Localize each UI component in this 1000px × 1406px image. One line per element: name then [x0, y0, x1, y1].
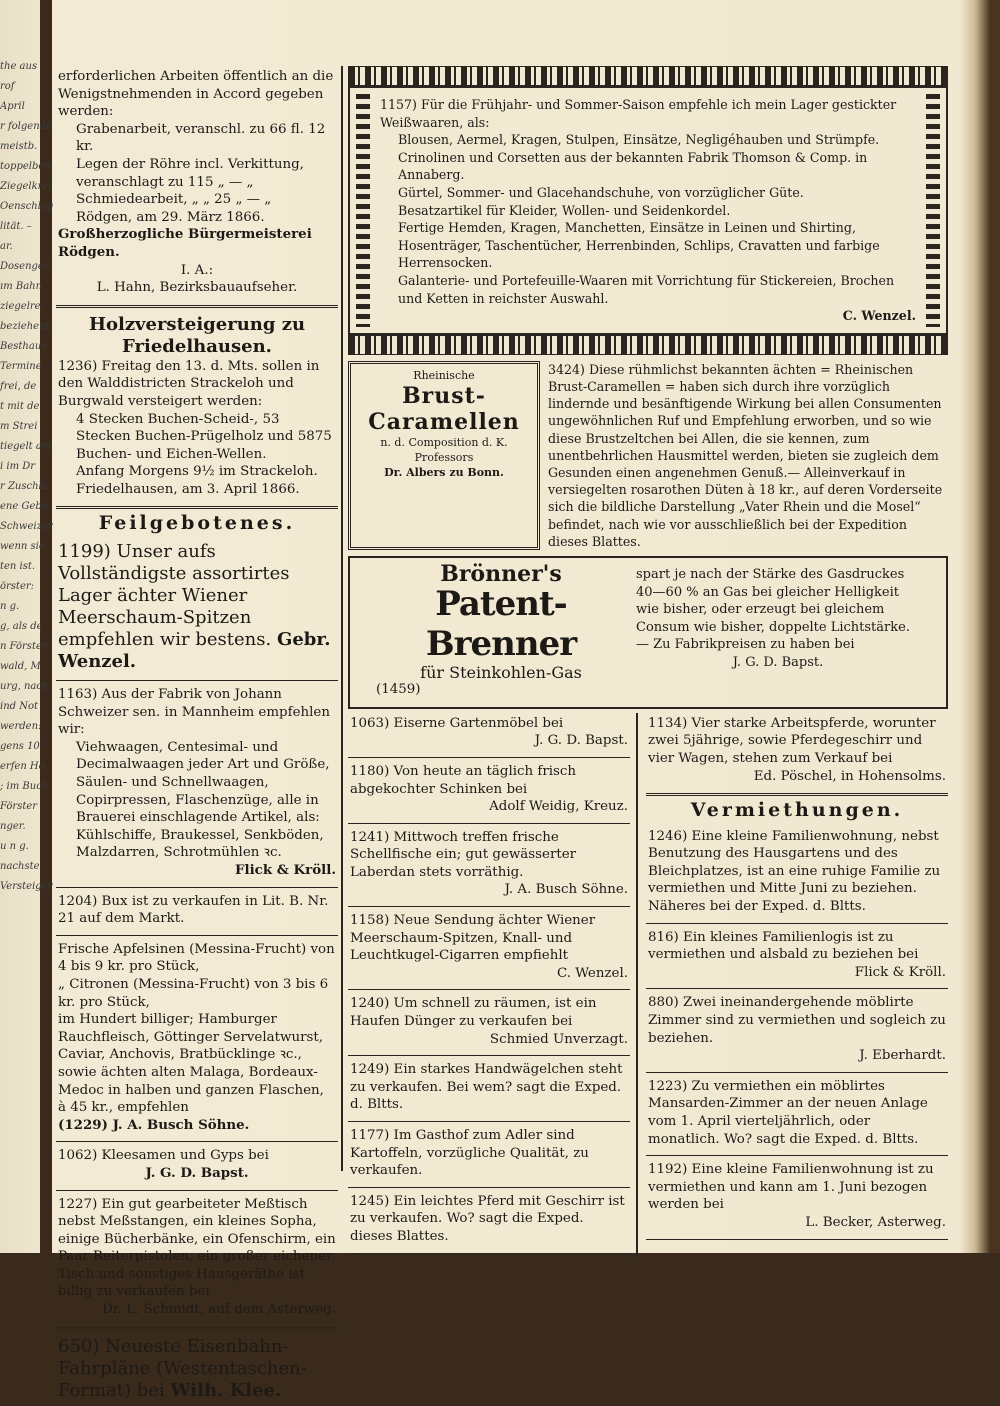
ad-text: 1245) Ein leichtes Pferd mit Geschirr ist zu verkaufen. Wo? sagt die Exped. dieses Blattes.	[350, 1193, 625, 1244]
ad-text: 3424) Diese rühmlichst bekannten ächten = Rheinischen Brust-Caramellen = haben sich durch ihre vorzüglich lindernde und besänftigende Wirkung bei allen Consumenten ungewöhnlichen Ruf und Empfehlung erworben, und so wie diese Brustzeltchen bei Allen, die sie kennen, zum unentbehrlichen Hausmittel werden, bieten sie zugleich dem Gesunden einen angenehmen Genuß.— Alleinverkauf in versiegelten rosarothen Düten à 18 kr., auf deren Vorderseite sich die bildliche Darstellung „Vater Rhein und die Mosel“ befindet, nach wie vor ausschließlich bei der Expedition dieses Blattes.	[548, 361, 943, 549]
ad-roedgen	[56, 66, 338, 301]
ad-text: Viehwaagen, Centesimal- und Decimalwaagen jeder Art und Größe, Säulen- und Schnellwaagen, Copirpressen, Flaschenzüge, alle in Brauerei einschlagende Artikel, als: Kühlschiffe, Braukessel, Senkböden, Malzdarren, Schrotmühlen ꝛc.	[76, 739, 330, 861]
gutter-fragment: frei, de	[0, 381, 37, 392]
ad-signature: Adolf Weidig, Kreuz.	[489, 799, 628, 815]
list-item	[646, 1159, 948, 1235]
ad-text: spart je nach der Stärke des Gasdruckes 40—60 % an Gas bei gleicher Helligkeit wie bisher, oder erzeugt bei gleichem Consum wie bisher, doppelte Lichtstärke. — Zu Fabrikpreisen zu haben bei	[636, 566, 910, 653]
gutter-fragment: werden:	[0, 721, 42, 732]
ad-text: 650) Neueste Eisenbahn-Fahrpläne (Westentaschen-Format) bei	[58, 1335, 307, 1401]
ad-text: 1157) Für die Frühjahr- und Sommer-Saison empfehle ich mein Lager gestickter Weißwaaren, als:	[380, 97, 897, 130]
ad-signature: Flick & Kröll.	[854, 964, 946, 980]
ad-signature: Flick & Kröll.	[235, 862, 336, 878]
ad-1134	[646, 713, 948, 789]
gutter-fragment: ene Gebo	[0, 501, 48, 512]
ad-1204: 1204) Bux ist zu verkaufen in Lit. B. Nr. 21 auf dem Markt.	[58, 893, 329, 927]
caramel-box-line: Dr. Albers zu Bonn.	[384, 465, 504, 479]
lower-subcolumns	[348, 713, 948, 1257]
caramel-box-line: n. d. Composition d. K. Professors	[380, 435, 508, 464]
ad-text: 1227) Ein gut gearbeiteter Meßtisch nebst Meßstangen, ein kleines Sopha, einige Bücherbänke, ein Ofenschirm, ein Paar Reiterpistolen, ein großer eichener Tisch und sonstiges Hausgeräthe ist billig zu verkaufen bei	[58, 1196, 336, 1300]
gutter-fragment: Dosenger	[0, 261, 49, 272]
gutter-fragment: örster:	[0, 581, 35, 592]
broenner-subtitle: für Steinkohlen-Gas	[420, 662, 582, 682]
divider	[348, 1121, 630, 1122]
ad-text: Legen der Röhre incl. Verkittung, veranschlagt zu 115 „ — „	[76, 156, 304, 190]
gutter-fragment: toppelben	[0, 161, 51, 172]
divider	[348, 1187, 630, 1188]
ad-signature: (1229) J. A. Busch Söhne.	[58, 1116, 250, 1133]
ad-signature: Wilh. Klee.	[170, 1379, 282, 1401]
column-rule	[341, 66, 343, 1171]
broenner-title: Patent-Brenner	[425, 583, 577, 664]
divider	[56, 1327, 338, 1330]
gutter-fragment: r folgende	[0, 121, 52, 132]
ad-signature: J. Eberhardt.	[859, 1048, 946, 1064]
ad-text: Blousen, Aermel, Kragen, Stulpen, Einsätze, Negligéhauben und Strümpfe.	[398, 132, 880, 148]
ad-signature: Schmied Unverzagt.	[489, 1031, 628, 1047]
gutter-fragment: Ziegelkrei	[0, 181, 52, 192]
vermiethungen-list	[646, 826, 948, 1240]
ad-1157	[348, 86, 948, 335]
ad-1229	[56, 939, 338, 1139]
gutter-fragment: g, als de	[0, 621, 43, 632]
gutter-fragment: ind Not	[0, 701, 39, 712]
gutter-fragment: urg, nach	[0, 681, 49, 692]
ad-text: 4 Stecken Buchen-Scheid-, 53 Stecken Buchen-Prügelholz und 5875 Buchen- und Eichen-Wellen.	[76, 411, 332, 462]
caramel-box	[348, 361, 540, 550]
gutter-fragment: Besthaus	[0, 341, 47, 352]
ad-signature: J. G. D. Bapst.	[534, 733, 628, 749]
list-item	[348, 1191, 630, 1250]
ad-text: Grabenarbeit, veranschl. zu 66 fl. 12 kr.	[76, 121, 326, 155]
ad-signature: C. Wenzel.	[556, 965, 628, 981]
divider	[646, 793, 948, 796]
ornament-border	[348, 335, 948, 355]
divider	[56, 887, 338, 888]
ad-signature: Ed. Pöschel, in Hohensolms.	[753, 768, 946, 784]
divider	[56, 506, 338, 509]
divider	[348, 1253, 630, 1254]
gutter-fragment: meistb.	[0, 141, 38, 152]
ad-text: 1249) Ein starkes Handwägelchen steht zu verkaufen. Bei wem? sagt die Exped. d. Bltts.	[350, 1062, 623, 1113]
ad-1062	[56, 1145, 338, 1186]
divider	[348, 1055, 630, 1056]
gutter-fragment: wenn sie	[0, 541, 45, 552]
divider	[348, 906, 630, 907]
divider	[646, 1239, 948, 1240]
divider	[348, 823, 630, 824]
ad-1163	[56, 684, 338, 884]
gutter-fragment: lität. –	[0, 221, 32, 232]
ad-text: Schmiedearbeit, „ „ 25 „ — „	[76, 192, 272, 208]
list-item	[348, 1125, 630, 1184]
ad-text: 1199) Unser aufs Vollständigste assortirtes Lager ächter Wiener Meerschaum-Spitzen empfehlen wir bestens.	[58, 541, 290, 651]
previous-page-gutter	[0, 60, 54, 1190]
ad-text: 1134) Vier starke Arbeitspferde, worunter zwei 5jährige, sowie Pferdegeschirr und vier Wagen, stehen zum Verkauf bei	[648, 715, 936, 766]
broenner-name: Brönner's	[440, 560, 562, 587]
caramel-box-title: Brust-Caramellen	[368, 382, 520, 435]
gutter-fragment: u n g.	[0, 841, 29, 852]
ad-text: Großherzogliche Bürgermeisterei Rödgen.	[58, 226, 312, 260]
divider	[56, 935, 338, 936]
ad-text: 1192) Eine kleine Familienwohnung ist zu vermiethen und kann am 1. Juni bezogen werden bei	[648, 1162, 934, 1213]
ad-text: Friedelhausen, am 3. April 1866.	[76, 481, 300, 497]
list-item	[646, 826, 948, 920]
ad-text: 1163) Aus der Fabrik von Johann Schweizer sen. in Mannheim empfehlen wir:	[58, 687, 330, 738]
ad-signature: L. Hahn, Bezirksbauaufseher.	[96, 280, 298, 296]
list-item	[646, 992, 948, 1068]
ad-text: im Hundert billiger; Hamburger Rauchfleisch, Göttinger Servelatwurst, Caviar, Anchovis, Bratbücklinge ꝛc., sowie ächten alten Malaga, Bordeaux-Medoc in halben und ganzen Flaschen, à 45 kr., empfehlen	[58, 1012, 324, 1116]
ad-text: 1246) Eine kleine Familienwohnung, nebst Benutzung des Hausgartens und des Bleichplatzes, ist an eine ruhige Familie zu vermiethen und Mitte Juni zu beziehen. Näheres bei der Exped. d. Bltts.	[648, 828, 941, 915]
ad-text: Besatzartikel für Kleider, Wollen- und Seidenkordel.	[398, 202, 731, 218]
gutter-fragment: n g.	[0, 601, 20, 612]
gutter-fragment: nger.	[0, 821, 26, 832]
gutter-fragment: erfen Ho	[0, 761, 45, 772]
gutter-fragment: r Zuschla	[0, 481, 48, 492]
gutter-fragment: n Förster	[0, 641, 47, 652]
ad-text: Frische Apfelsinen (Messina-Frucht) von 4 bis 9 kr. pro Stück,	[58, 941, 335, 975]
ad-signature: Gebr. Wenzel.	[58, 629, 331, 673]
ad-1459-broenner	[348, 556, 948, 709]
ad-text: 1241) Mittwoch treffen frische Schellfische ein; gut gewässerter Laberdan stets vorräthig.	[350, 829, 577, 880]
ad-text: 1236) Freitag den 13. d. Mts. sollen in den Walddistricten Strackeloh und Burgwald versteigert werden:	[58, 358, 320, 409]
newspaper-page	[56, 66, 950, 1401]
ad-signature: J. G. D. Bapst.	[145, 1164, 249, 1181]
ad-text: erforderlichen Arbeiten öffentlich an die Wenigstnehmenden in Accord gegeben werden:	[58, 69, 334, 120]
gutter-fragment: ım Bahn	[0, 281, 43, 292]
gutter-fragment: wald, M	[0, 661, 41, 672]
ad-text: 1062) Kleesamen und Gyps bei	[58, 1148, 269, 1164]
ad-text: Fertige Hemden, Kragen, Manchetten, Einsätze in Leinen und Shirting, Hosenträger, Taschentücher, Herrenbinden, Schlips, Cravatten und farbige Herrensocken.	[398, 220, 880, 271]
ad-text: Galanterie- und Portefeuille-Waaren mit Vorrichtung für Stickereien, Brochen und Ketten in reichster Auswahl.	[398, 272, 895, 306]
gutter-fragment: beziehent	[0, 321, 50, 332]
divider	[348, 989, 630, 990]
list-item	[348, 910, 630, 986]
lower-left-subcolumn	[348, 713, 638, 1257]
ad-title: Holzversteigerung zu Friedelhausen.	[88, 313, 306, 357]
broenner-text-block	[636, 566, 920, 699]
gutter-fragment: t mit de	[0, 401, 40, 412]
ad-1227	[56, 1194, 338, 1323]
gutter-fragment: i im Dr	[0, 461, 36, 472]
list-item	[348, 993, 630, 1052]
gutter-fragment: ziegelrei	[0, 301, 44, 312]
list-item	[646, 927, 948, 986]
divider	[56, 305, 338, 308]
section-heading-vermiethungen: Vermiethungen.	[690, 799, 904, 822]
gutter-fragment: gens 10	[0, 741, 40, 752]
ad-text: Crinolinen und Corsetten aus der bekannten Fabrik Thomson & Comp. in Annaberg.	[398, 149, 868, 183]
ad-text: Anfang Morgens 9½ im Strackeloh.	[76, 464, 318, 480]
divider	[646, 988, 948, 989]
ad-3424	[348, 361, 948, 550]
divider	[646, 1072, 948, 1073]
divider	[646, 1155, 948, 1156]
ad-signature: Dr. L. Schmidt, auf dem Asterweg.	[101, 1302, 336, 1318]
list-item	[348, 761, 630, 820]
list-item	[348, 713, 630, 754]
gutter-fragment: nachste	[0, 861, 40, 872]
ad-signature: J. G. D. Bapst.	[732, 654, 824, 670]
gutter-fragment: ; im Buch	[0, 781, 49, 792]
divider	[646, 923, 948, 924]
list-item	[348, 1059, 630, 1118]
list-item	[348, 827, 630, 903]
left-column	[56, 66, 338, 1406]
caramel-box-line: Rheinische	[413, 368, 475, 382]
ad-signature: J. A. Busch Söhne.	[504, 882, 628, 898]
section-heading-feilgebotenes: Feilgebotenes.	[98, 512, 296, 535]
ad-text: 1158) Neue Sendung ächter Wiener Meerschaum-Spitzen, Knall- und Leuchtkugel-Cigarren empfiehlt	[350, 913, 596, 964]
gutter-fragment: Förster	[0, 801, 38, 812]
gutter-fragment: Versteiger	[0, 881, 53, 892]
ad-text: 880) Zwei ineinandergehende möblirte Zimmer sind zu vermiethen und sogleich zu beziehen.	[648, 995, 946, 1046]
list-item	[646, 1076, 948, 1152]
ad-text: 1177) Im Gasthof zum Adler sind Kartoffeln, vorzügliche Qualität, zu verkaufen.	[350, 1128, 589, 1179]
broenner-number: (1459)	[376, 682, 421, 698]
gutter-fragment: the aus	[0, 61, 38, 72]
ad-text: 1180) Von heute an täglich frisch abgekochter Schinken bei	[350, 763, 577, 797]
gutter-fragment: tiegelt am	[0, 441, 52, 452]
right-column	[348, 66, 948, 1257]
ad-text: I. A.:	[180, 262, 214, 278]
ad-signature: C. Wenzel.	[842, 308, 916, 324]
ad-text: Rödgen, am 29. März 1866.	[76, 209, 265, 225]
divider	[56, 1141, 338, 1142]
ad-text: 1063) Eiserne Gartenmöbel bei	[350, 715, 564, 731]
divider	[56, 1190, 338, 1191]
lower-right-subcolumn	[638, 713, 948, 1257]
ad-text: „ Citronen (Messina-Frucht) von 3 bis 6 kr. pro Stück,	[58, 976, 329, 1010]
ad-text: 1223) Zu vermiethen ein möblirtes Mansarden-Zimmer an der neuen Anlage vom 1. April vierteljährlich, oder monatlich. Wo? sagt die Exped. d. Bltts.	[648, 1078, 928, 1147]
gutter-fragment: rof	[0, 81, 15, 92]
ad-text: Gürtel, Sommer- und Glacehandschuhe, von vorzüglicher Güte.	[398, 184, 804, 200]
gutter-fragment: ten ist.	[0, 561, 36, 572]
ad-signature: L. Becker, Asterweg.	[805, 1214, 946, 1230]
ornament-border	[348, 66, 948, 86]
broenner-title-block	[376, 560, 626, 699]
ad-text: 1240) Um schnell zu räumen, ist ein Haufen Dünger zu verkaufen bei	[350, 996, 597, 1030]
gutter-fragment: ar.	[0, 241, 13, 252]
gutter-fragment: Oenschlag	[0, 201, 54, 212]
gutter-fragment: April	[0, 101, 25, 112]
ad-text: 816) Ein kleines Familienlogis ist zu vermiethen und alsbald zu beziehen bei	[648, 929, 919, 963]
divider	[348, 757, 630, 758]
gutter-fragment: Schweizer	[0, 521, 53, 532]
gutter-fragment: Termine	[0, 361, 42, 372]
ad-650	[56, 1334, 338, 1406]
ad-holzversteigerung	[56, 312, 338, 503]
ad-1199	[56, 539, 338, 677]
gutter-fragment: m Strei	[0, 421, 38, 432]
divider	[56, 680, 338, 681]
